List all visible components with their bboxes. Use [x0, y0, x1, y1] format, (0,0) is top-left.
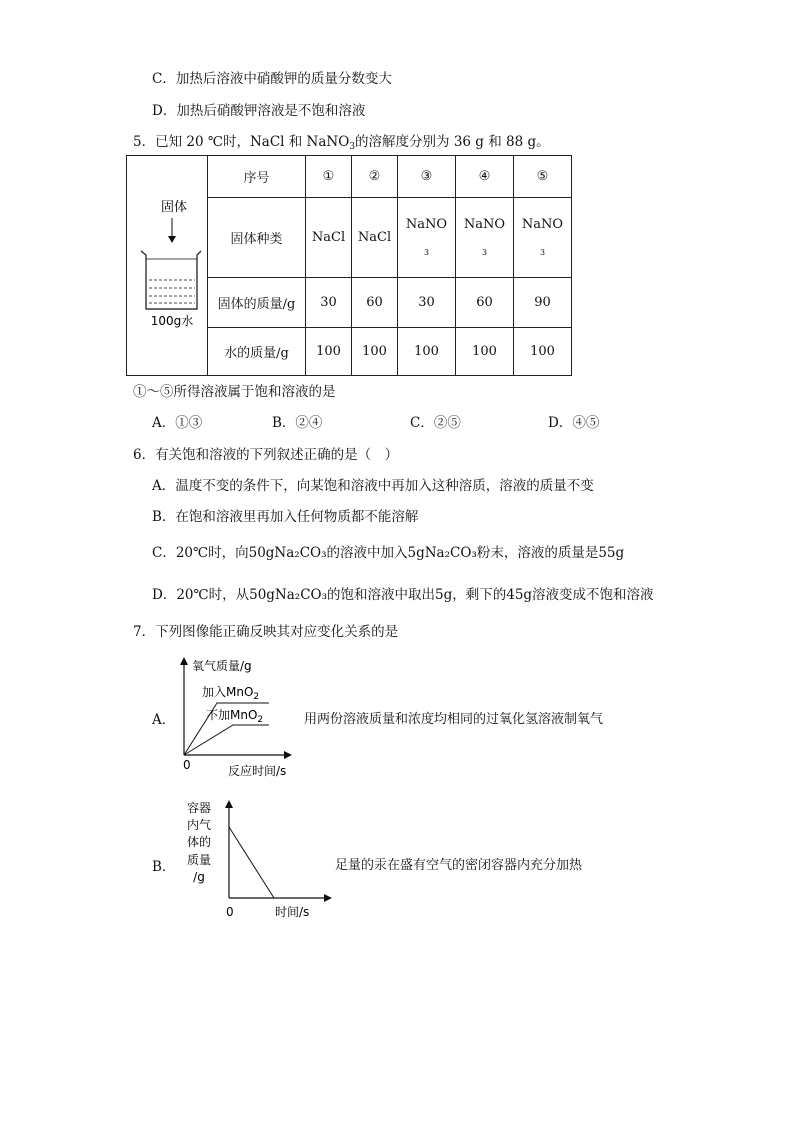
mass-cell: 90 — [514, 278, 572, 328]
type-cell: NaNO 3 — [514, 197, 572, 277]
mass-line — [229, 827, 274, 898]
y-axis-label-line: 质量 — [186, 853, 212, 867]
q6-option-d: D．20℃时，从50gNa₂CO₃的饱和溶液中取出5g，剩下的45g溶液变成不饱和溶液 — [152, 587, 654, 603]
q6-option-c: C．20℃时，向50gNa₂CO₃的溶液中加入5gNa₂CO₃粉末，溶液的质量是55g — [152, 545, 625, 561]
q4-option-c: C．加热后溶液中硝酸钾的质量分数变大 — [152, 71, 392, 87]
type-cell: NaNO 3 — [456, 197, 514, 277]
beaker-figure — [127, 156, 207, 371]
q5-question: ①～⑤所得溶液属于饱和溶液的是 — [133, 384, 336, 400]
q7-b-graph — [175, 797, 335, 922]
q4-option-d: D．加热后硝酸钾溶液是不饱和溶液 — [152, 103, 366, 119]
header-cell: ⑤ — [514, 156, 572, 198]
q7-stem: 7．下列图像能正确反映其对应变化关系的是 — [133, 624, 399, 640]
mass-cell: 60 — [352, 278, 398, 328]
mass-cell: 60 — [456, 278, 514, 328]
y-axis-label-line: 容器 — [186, 801, 212, 815]
x-axis-label: 时间/s — [275, 905, 310, 919]
y-axis-label-line: /g — [193, 870, 205, 884]
x-axis-label: 反应时间/s — [228, 764, 287, 778]
q5-figure-cell — [127, 156, 208, 376]
y-axis-label-line: 体的 — [186, 835, 212, 849]
arrow-head — [168, 236, 176, 243]
water-cell: 100 — [456, 328, 514, 376]
solid-label: 固体 — [160, 200, 188, 215]
type-cell: NaNO 3 — [398, 197, 456, 277]
row-label-water: 水的质量/g — [208, 328, 306, 376]
q5-option-c: C．②⑤ — [410, 415, 461, 431]
water-label: 100g水 — [150, 314, 194, 328]
mass-cell: 30 — [398, 278, 456, 328]
series-label-with: 加入MnO$_2$ — [202, 685, 260, 702]
header-cell: ④ — [456, 156, 514, 198]
y-axis-label: 氧气质量/g — [192, 659, 252, 673]
x-axis-arrow — [324, 894, 332, 902]
header-cell: ② — [352, 156, 398, 198]
water-cell: 100 — [514, 328, 572, 376]
series-label-without: 不加MnO$_2$ — [206, 708, 264, 725]
q5-table — [126, 155, 572, 376]
water-cell: 100 — [398, 328, 456, 376]
y-axis-arrow — [180, 657, 188, 665]
q6-option-b: B．在饱和溶液里再加入任何物质都不能溶解 — [152, 509, 419, 525]
q5-stem: 5．已知 20 ℃时，NaCl 和 NaNO$_3$的溶解度分别为 36 g 和 88 g。 — [133, 134, 550, 152]
q7-b-description: 足量的汞在盛有空气的密闭容器内充分加热 — [335, 858, 583, 873]
row-label-types: 固体种类 — [208, 197, 306, 277]
series-line-without — [184, 725, 269, 755]
q7-b-label: B． — [152, 859, 176, 875]
origin-label: 0 — [183, 758, 191, 772]
origin-label: 0 — [226, 905, 234, 919]
q7-a-description: 用两份溶液质量和浓度均相同的过氧化氢溶液制氧气 — [304, 712, 604, 727]
q5-option-a: A．①③ — [152, 415, 203, 431]
y-axis-arrow — [225, 800, 233, 808]
q7-a-graph — [175, 652, 305, 780]
q5-option-b: B．②④ — [272, 415, 323, 431]
x-axis-arrow — [284, 751, 292, 759]
q7-a-label: A． — [152, 712, 176, 728]
type-cell: NaCl — [352, 197, 398, 277]
water-cell: 100 — [352, 328, 398, 376]
header-cell: ③ — [398, 156, 456, 198]
y-axis-label-line: 内气 — [186, 818, 212, 832]
water-cell: 100 — [306, 328, 352, 376]
row-label-mass: 固体的质量/g — [208, 278, 306, 328]
header-cell: 序号 — [208, 156, 306, 198]
q6-option-a: A．温度不变的条件下，向某饱和溶液中再加入这种溶质，溶液的质量不变 — [152, 478, 594, 494]
type-cell: NaCl — [306, 197, 352, 277]
q5-option-d: D．④⑤ — [548, 415, 600, 431]
q6-stem: 6．有关饱和溶液的下列叙述正确的是（ ） — [133, 447, 399, 463]
mass-cell: 30 — [306, 278, 352, 328]
header-cell: ① — [306, 156, 352, 198]
